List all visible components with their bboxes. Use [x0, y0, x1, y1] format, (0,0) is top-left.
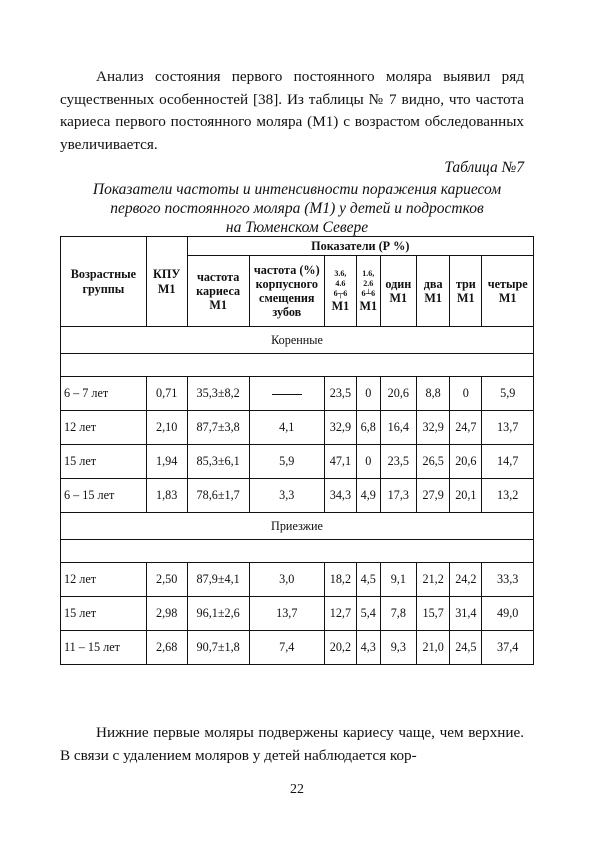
- paragraph-intro: [60, 66, 524, 156]
- cell-two: 27,9: [417, 479, 450, 513]
- section-row: [61, 513, 534, 540]
- table-row: [61, 479, 534, 513]
- table-number: Таблица №7: [444, 159, 524, 176]
- section1-body: [61, 377, 534, 513]
- table-title-line: первого постоянного моляра (М1) у детей и подростков: [110, 200, 484, 217]
- cell-two: 8,8: [417, 377, 450, 411]
- section-label: Коренные: [61, 327, 534, 354]
- cell-c36: 23,5: [324, 377, 356, 411]
- cell-age: 11 – 15 лет: [61, 631, 147, 665]
- cell-freq: 96,1±2,6: [187, 597, 249, 631]
- col-header-freq: частота кариеса М1: [187, 256, 249, 327]
- table-row: [61, 445, 534, 479]
- cell-four: 5,9: [482, 377, 534, 411]
- cell-bite: [249, 377, 324, 411]
- cell-kpu: 2,10: [146, 411, 187, 445]
- col-header-16: 1.6, 2.6 6┴6 М1: [356, 256, 380, 327]
- table-title-line: Показатели частоты и интенсивности поражения кариесом: [92, 181, 502, 198]
- cell-one: 16,4: [380, 411, 416, 445]
- cell-c36: 47,1: [324, 445, 356, 479]
- cell-three: 31,4: [450, 597, 482, 631]
- cell-bite: 3,3: [249, 479, 324, 513]
- cell-two: 26,5: [417, 445, 450, 479]
- cell-bite: 7,4: [249, 631, 324, 665]
- cell-two: 32,9: [417, 411, 450, 445]
- section2-body: [61, 563, 534, 665]
- cell-one: 9,1: [380, 563, 416, 597]
- table-title-line: на Тюменском Севере: [225, 219, 369, 236]
- cell-two: 21,2: [417, 563, 450, 597]
- cell-freq: 85,3±6,1: [187, 445, 249, 479]
- cell-four: 37,4: [482, 631, 534, 665]
- col-header-kpu: КПУ М1: [146, 237, 187, 327]
- table-row: [61, 597, 534, 631]
- cell-c16: 0: [356, 377, 380, 411]
- cell-bite: 13,7: [249, 597, 324, 631]
- cell-kpu: 2,68: [146, 631, 187, 665]
- page-number: 22: [290, 782, 304, 797]
- cell-two: 21,0: [417, 631, 450, 665]
- cell-c36: 18,2: [324, 563, 356, 597]
- cell-freq: 90,7±1,8: [187, 631, 249, 665]
- cell-three: 24,5: [450, 631, 482, 665]
- cell-c16: 4,9: [356, 479, 380, 513]
- paragraph-lower-text: Нижние первые моляры подвержены кариесу чаще, чем верхние. В связи с удалением моляров у детей наблюдается кор-: [60, 724, 524, 764]
- cell-four: 33,3: [482, 563, 534, 597]
- cell-freq: 87,9±4,1: [187, 563, 249, 597]
- col-header-three: три М1: [450, 256, 482, 327]
- spacer-row: [61, 354, 534, 377]
- section-label: Приезжие: [61, 513, 534, 540]
- cell-age: 12 лет: [61, 411, 147, 445]
- cell-kpu: 1,94: [146, 445, 187, 479]
- cell-two: 15,7: [417, 597, 450, 631]
- cell-c16: 4,5: [356, 563, 380, 597]
- cell-four: 49,0: [482, 597, 534, 631]
- col-header-group: Показатели (Р %): [187, 237, 533, 256]
- col-header-bite: частота (%) корпусного смещения зубов: [249, 256, 324, 327]
- cell-kpu: 2,50: [146, 563, 187, 597]
- cell-one: 17,3: [380, 479, 416, 513]
- cell-bite: 5,9: [249, 445, 324, 479]
- table-row: [61, 563, 534, 597]
- col-header-two: два М1: [417, 256, 450, 327]
- col-header-age: Возрастные группы: [61, 237, 147, 327]
- cell-c36: 12,7: [324, 597, 356, 631]
- cell-age: 15 лет: [61, 597, 147, 631]
- dash-mark: [272, 394, 302, 395]
- table-title: [60, 180, 534, 237]
- cell-three: 24,7: [450, 411, 482, 445]
- cell-one: 9,3: [380, 631, 416, 665]
- cell-four: 14,7: [482, 445, 534, 479]
- cell-kpu: 0,71: [146, 377, 187, 411]
- cell-c16: 0: [356, 445, 380, 479]
- table-row: [61, 377, 534, 411]
- cell-c36: 34,3: [324, 479, 356, 513]
- cell-three: 20,6: [450, 445, 482, 479]
- col-header-four: четыре М1: [482, 256, 534, 327]
- cell-freq: 78,6±1,7: [187, 479, 249, 513]
- cell-one: 23,5: [380, 445, 416, 479]
- cell-age: 12 лет: [61, 563, 147, 597]
- cell-age: 6 – 15 лет: [61, 479, 147, 513]
- cell-four: 13,7: [482, 411, 534, 445]
- cell-c36: 32,9: [324, 411, 356, 445]
- cell-freq: 35,3±8,2: [187, 377, 249, 411]
- paragraph-lower: [60, 722, 524, 767]
- cell-c36: 20,2: [324, 631, 356, 665]
- cell-c16: 4,3: [356, 631, 380, 665]
- cell-freq: 87,7±3,8: [187, 411, 249, 445]
- cell-one: 20,6: [380, 377, 416, 411]
- cell-three: 20,1: [450, 479, 482, 513]
- cell-kpu: 1,83: [146, 479, 187, 513]
- cell-three: 24,2: [450, 563, 482, 597]
- col-header-36: 3.6, 4.6 6┬6 М1: [324, 256, 356, 327]
- cell-bite: 3,0: [249, 563, 324, 597]
- spacer-row: [61, 540, 534, 563]
- cell-age: 15 лет: [61, 445, 147, 479]
- cell-age: 6 – 7 лет: [61, 377, 147, 411]
- cell-c16: 6,8: [356, 411, 380, 445]
- cell-kpu: 2,98: [146, 597, 187, 631]
- table-row: [61, 631, 534, 665]
- cell-one: 7,8: [380, 597, 416, 631]
- section-row: [61, 327, 534, 354]
- cell-three: 0: [450, 377, 482, 411]
- col-header-one: один М1: [380, 256, 416, 327]
- paragraph-intro-text: Анализ состояния первого постоянного моляра выявил ряд существенных особенностей [38]. Из таблицы № 7 видно, что частота кариеса первого постоянного моляра (М1) с возрастом обследованных увеличивается.: [60, 68, 524, 153]
- table-row: [61, 411, 534, 445]
- cell-c16: 5,4: [356, 597, 380, 631]
- cell-bite: 4,1: [249, 411, 324, 445]
- cell-four: 13,2: [482, 479, 534, 513]
- data-table: [60, 236, 534, 665]
